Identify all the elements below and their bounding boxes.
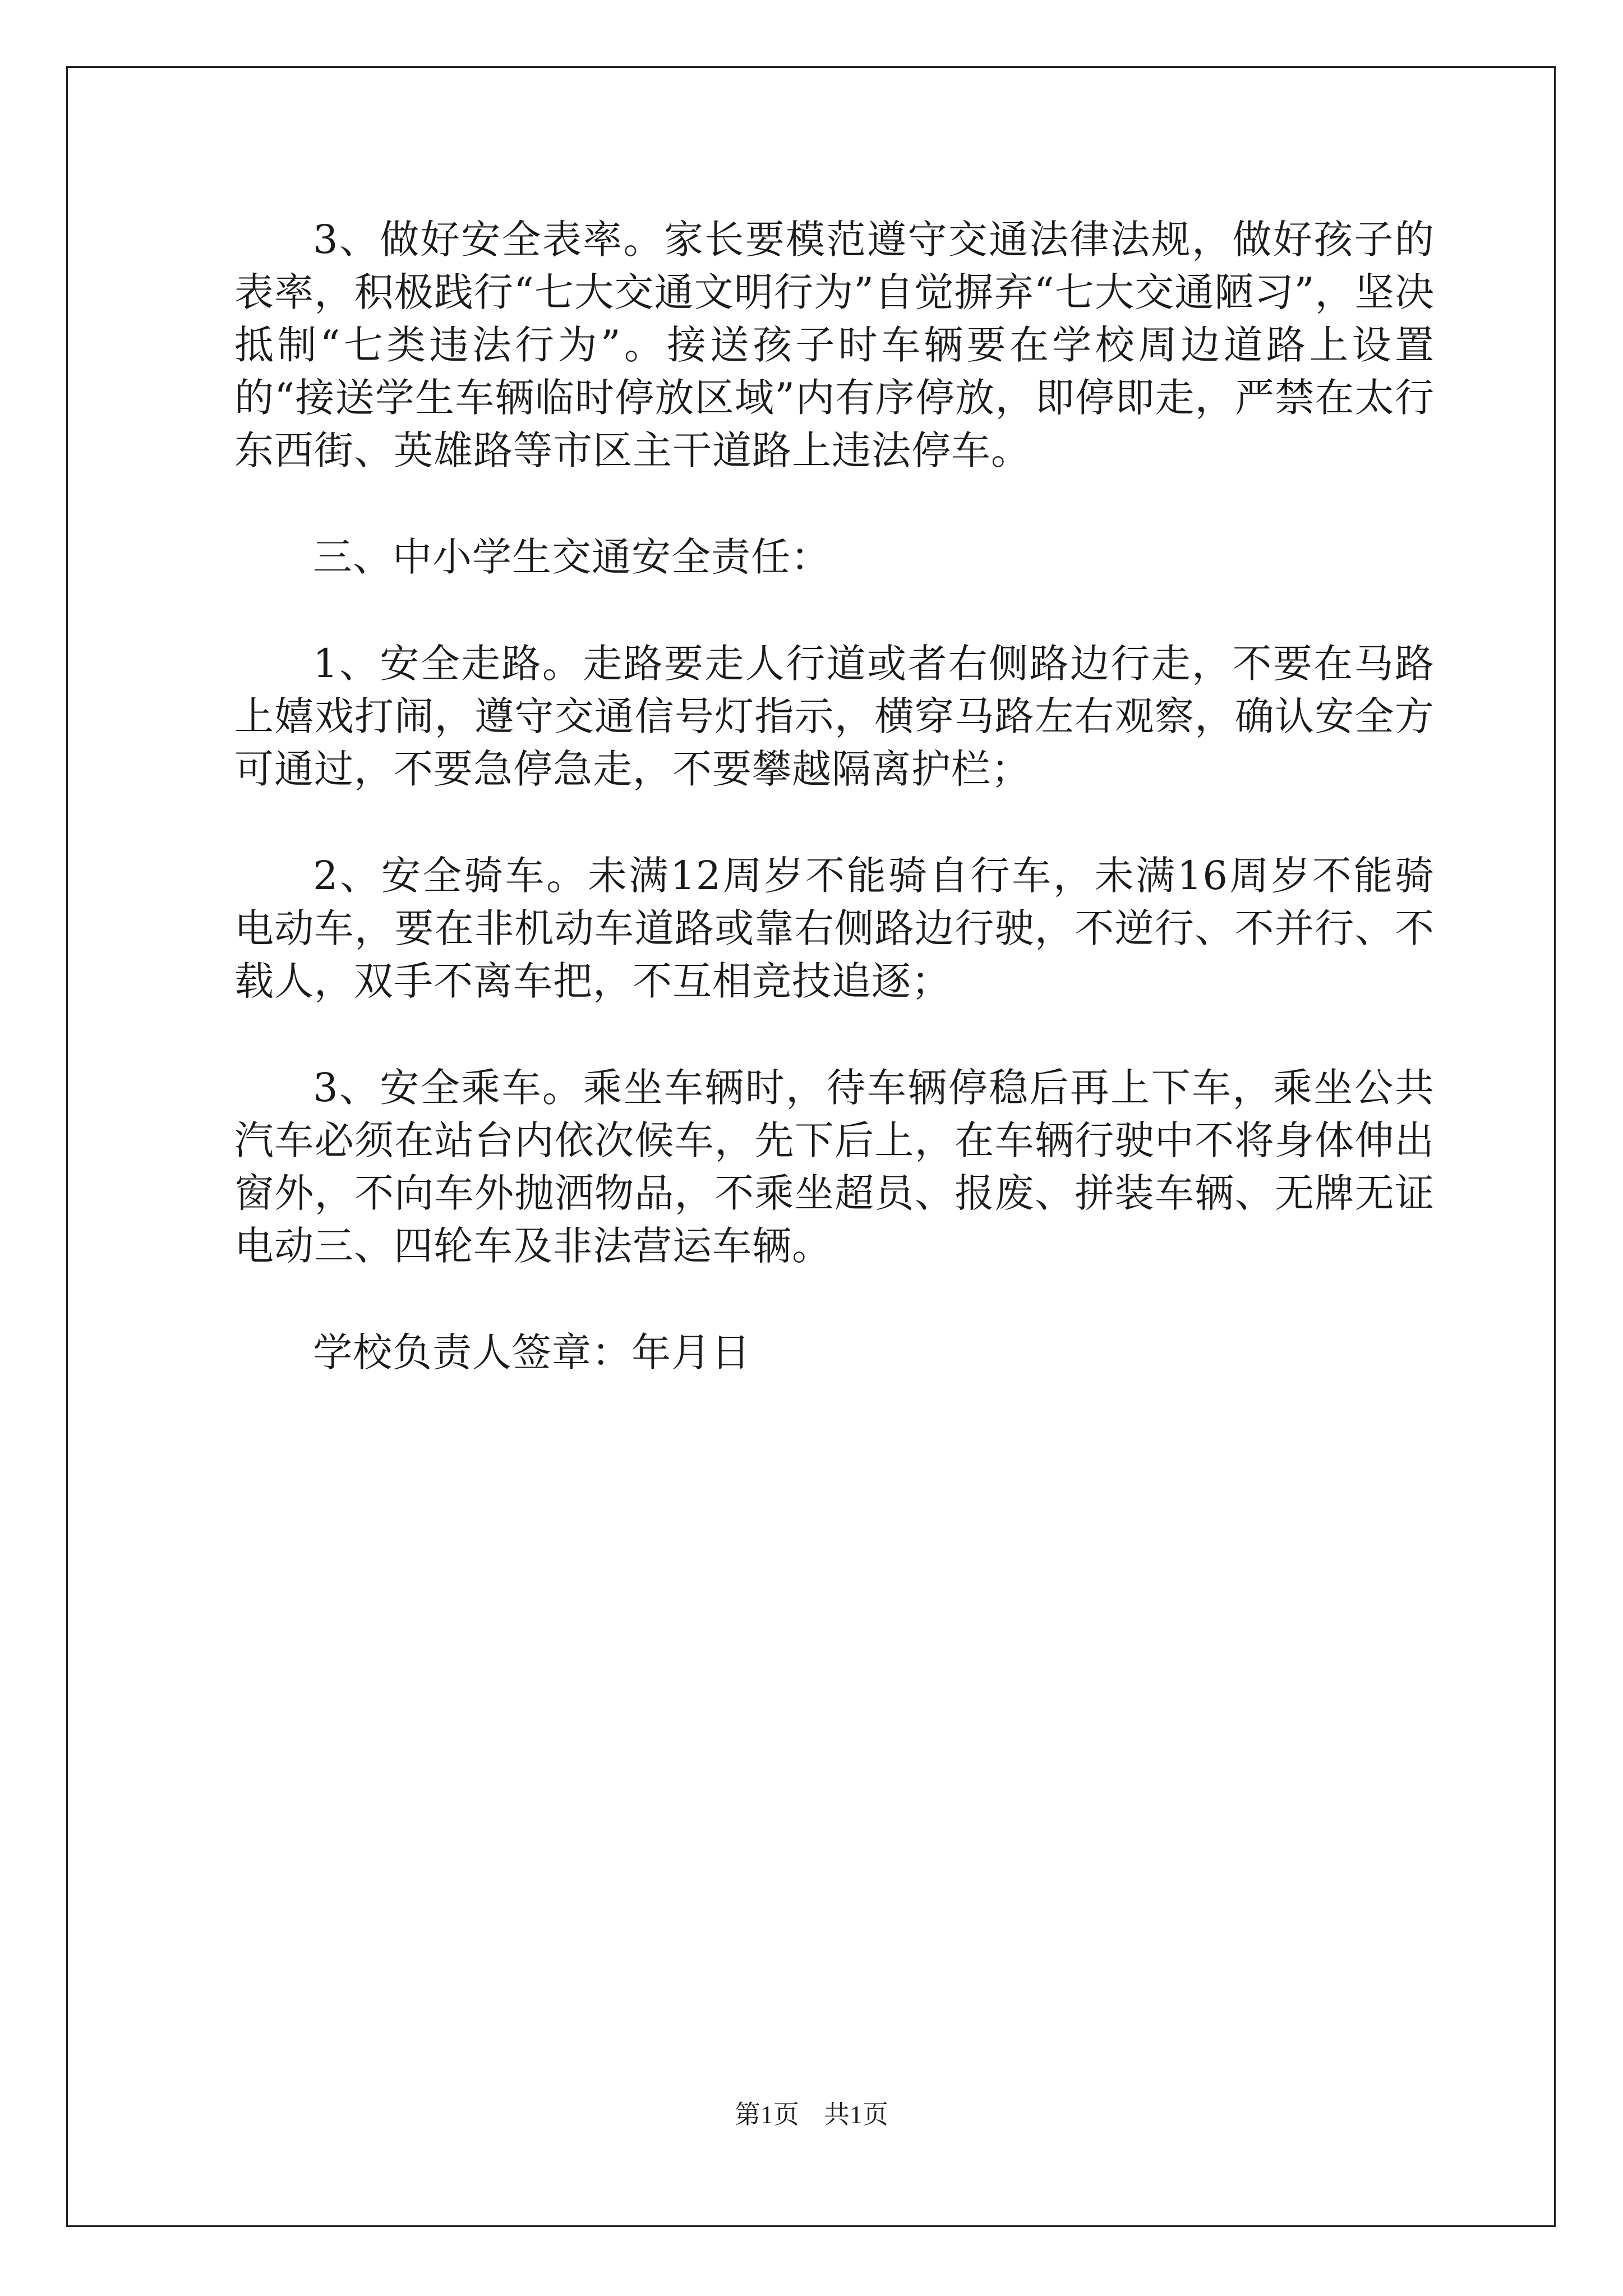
paragraph-safe-riding: 3、安全乘车。乘坐车辆时，待车辆停稳后再上下车，乘坐公共汽车必须在站台内依次候车，先下后上，在车辆行驶中不将身体伸出窗外，不向车外抛洒物品，不乘坐超员、报废、拼装车辆、无牌无证电动三、四轮车及非法营运车辆。 — [234, 1065, 1435, 1269]
signature-line: 学校负责人签章：年月日 — [313, 1329, 751, 1375]
document-body — [234, 213, 1435, 1379]
paragraph-safe-walking: 1、安全走路。走路要走人行道或者右侧路边行走，不要在马路上嬉戏打闹，遵守交通信号灯指示，横穿马路左右观察，确认安全方可通过，不要急停急走，不要攀越隔离护栏； — [234, 641, 1435, 792]
section-heading-student-responsibility: 三、中小学生交通安全责任： — [313, 534, 831, 580]
paragraph-parent-role-model: 3、做好安全表率。家长要模范遵守交通法律法规，做好孩子的表率，积极践行“七大交通文明行为”自觉摒弃“七大交通陋习”，坚决抵制“七类违法行为”。接送孩子时车辆要在学校周边道路上设置的“接送学生车辆临时停放区域”内有序停放，即停即走，严禁在太行东西街、英雄路等市区主干道路上违法停车。 — [234, 217, 1435, 473]
page-number: 第1页 — [735, 2100, 799, 2129]
paragraph-safe-cycling: 2、安全骑车。未满12周岁不能骑自行车，未满16周岁不能骑电动车，要在非机动车道路或靠右侧路边行驶，不逆行、不并行、不载人，双手不离车把，不互相竞技追逐； — [234, 853, 1435, 1004]
page-footer — [0, 2098, 1623, 2132]
page-total: 共1页 — [824, 2100, 888, 2129]
